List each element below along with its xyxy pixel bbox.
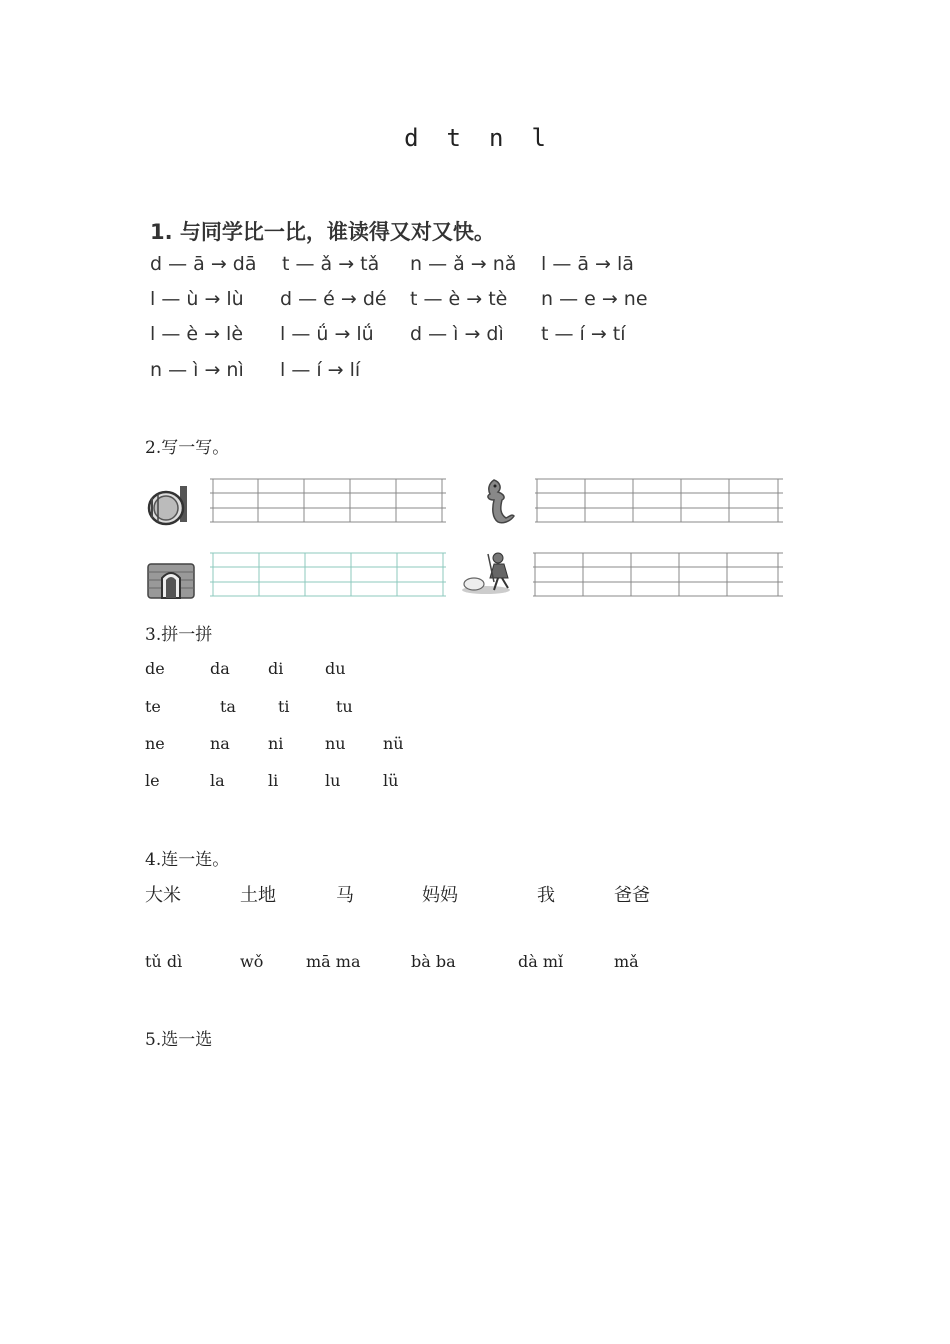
section3-heading: 3.拼一拼 [145, 625, 213, 645]
syllable: la [210, 771, 225, 790]
syllable: di [268, 659, 284, 678]
section5-heading: 5.选一选 [145, 1030, 213, 1050]
section4-heading: 4.连一连。 [145, 850, 230, 870]
pinyin-combo: l — ǘ → lǘ [280, 323, 374, 345]
syllable: ni [268, 734, 284, 753]
match-pinyin[interactable]: wǒ [240, 952, 264, 971]
syllable: lü [383, 771, 399, 790]
pinyin-combo: l — ā → lā [541, 253, 634, 275]
match-pinyin[interactable]: mǎ [614, 952, 639, 971]
pinyin-combo: l — ù → lù [150, 288, 244, 310]
pinyin-combo: l — í → lí [280, 359, 361, 381]
syllable: da [210, 659, 230, 678]
pinyin-combo: t — í → tí [541, 323, 626, 345]
syllable: li [268, 771, 279, 790]
syllable: de [145, 659, 165, 678]
match-word[interactable]: 爸爸 [614, 885, 650, 906]
pinyin-combo: d — ā → dā [150, 253, 257, 275]
syllable: ta [220, 697, 236, 716]
syllable: tu [336, 697, 353, 716]
syllable: na [210, 734, 230, 753]
pinyin-combo: l — è → lè [150, 323, 244, 345]
title-letter-d: d [404, 124, 419, 152]
syllable: te [145, 697, 161, 716]
syllable: ne [145, 734, 165, 753]
title-letter-l: l [531, 124, 546, 152]
pinyin-combo: d — é → dé [280, 288, 387, 310]
match-pinyin[interactable]: dà mǐ [518, 952, 564, 971]
match-word[interactable]: 马 [336, 885, 354, 906]
writing-grid-l[interactable] [533, 552, 785, 598]
section2-heading: 2.写一写。 [145, 438, 230, 458]
syllable: le [145, 771, 160, 790]
section1-heading: 1. 与同学比一比，谁读得又对又快。 [150, 220, 495, 244]
title-letter-t: t [446, 124, 461, 152]
pinyin-combo: n — ì → nì [150, 359, 244, 381]
syllable: nü [383, 734, 404, 753]
match-word[interactable]: 大米 [145, 885, 181, 906]
writing-grid-t[interactable] [535, 478, 785, 524]
match-pinyin[interactable]: tǔ dì [145, 952, 183, 971]
pinyin-combo: t — è → tè [410, 288, 508, 310]
match-pinyin[interactable]: bà ba [411, 952, 456, 971]
match-pinyin[interactable]: mā ma [306, 952, 361, 971]
pinyin-combo: d — ì → dì [410, 323, 504, 345]
title-letter-n: n [489, 124, 504, 152]
writing-grid-d[interactable] [210, 478, 447, 524]
shepherd-icon [460, 548, 520, 596]
match-word[interactable]: 妈妈 [422, 885, 458, 906]
door-icon [146, 562, 196, 600]
drum-icon [146, 486, 194, 528]
pinyin-combo: t — ǎ → tǎ [282, 253, 380, 275]
writing-grid-n[interactable] [210, 552, 447, 598]
pinyin-combo: n — e → ne [541, 288, 648, 310]
fish-icon [476, 478, 516, 526]
syllable: du [325, 659, 346, 678]
match-word[interactable]: 我 [537, 885, 555, 906]
pinyin-combo: n — ǎ → nǎ [410, 253, 517, 275]
page-title [0, 124, 950, 152]
syllable: lu [325, 771, 341, 790]
syllable: ti [278, 697, 290, 716]
match-word[interactable]: 土地 [240, 885, 276, 906]
syllable: nu [325, 734, 346, 753]
